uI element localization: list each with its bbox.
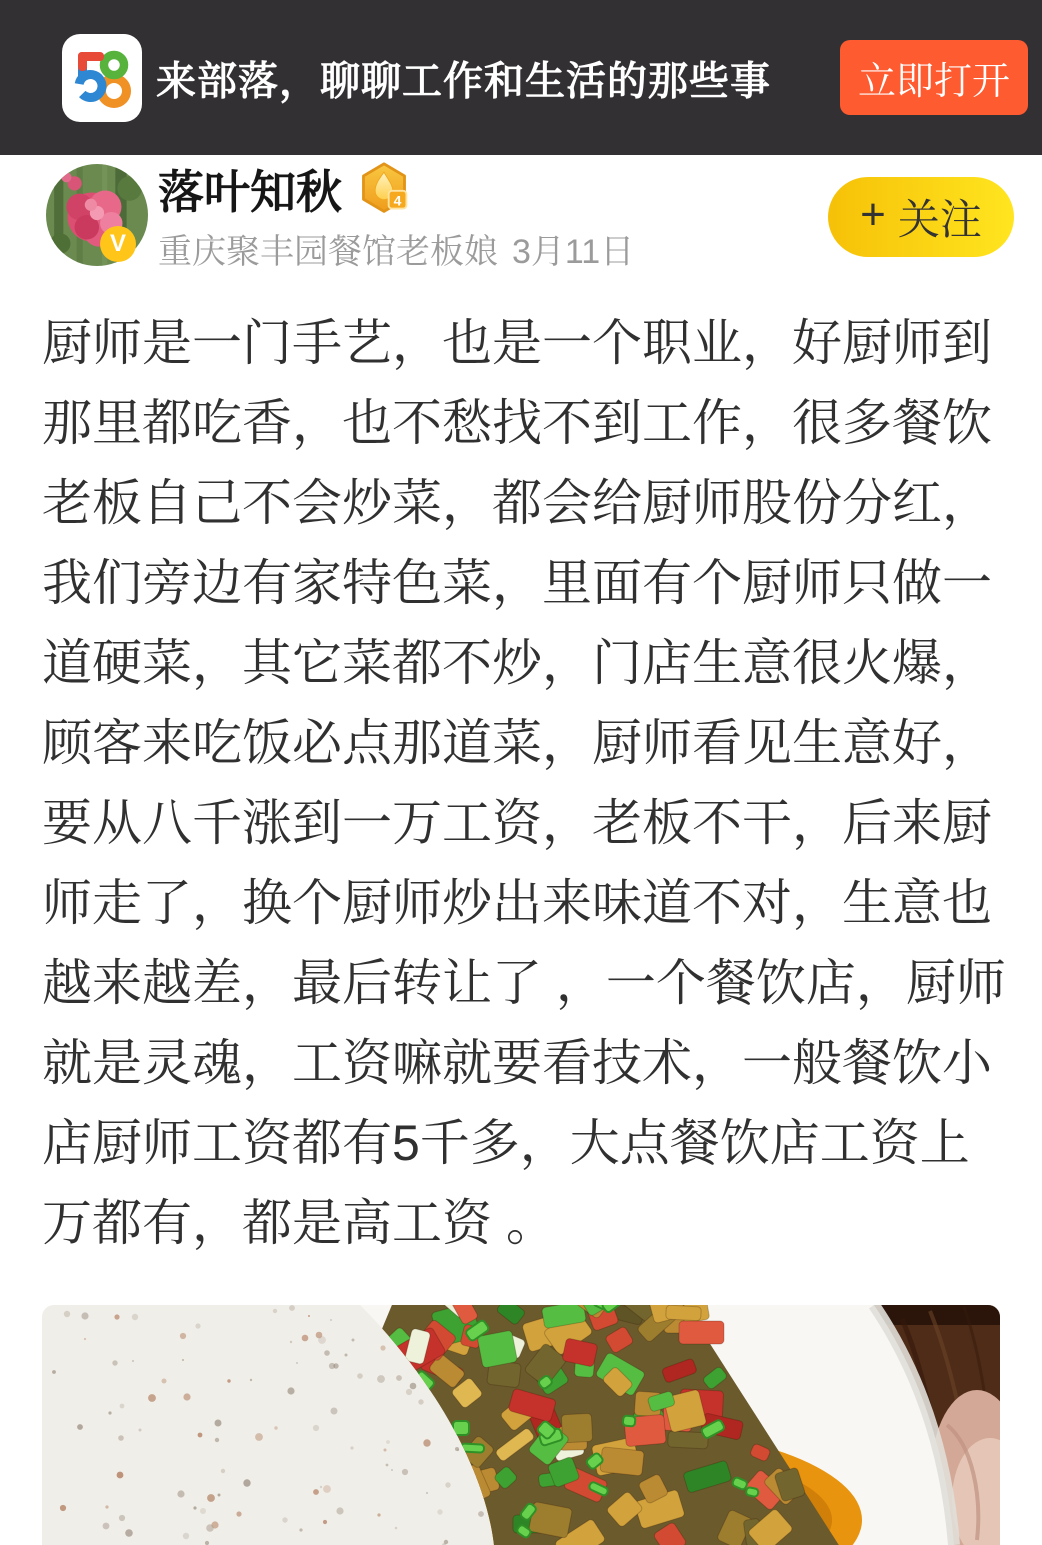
open-app-button[interactable] (840, 40, 1028, 115)
medal-level-number: 4 (393, 192, 402, 209)
food-photo-image (42, 1305, 1000, 1545)
follow-label: 关注 (897, 196, 982, 243)
verified-badge: V (100, 226, 136, 262)
banner-title: 来部落，聊聊工作和生活的那些事 (156, 59, 771, 103)
author-meta: 重庆聚丰园餐馆老板娘 (158, 233, 498, 271)
post-body-text: 厨师是一门手艺，也是一个职业，好厨师到那里都吃香，也不愁找不到工作，很多餐饮老板自己不会炒菜，都会给厨师股份分红，我们旁边有家特色菜，里面有个厨师只做一道硬菜，其它菜都不炒，门店生意很火爆，顾客来吃饭必点那道菜，厨师看见生意好，要从八千涨到一万工资，老板不干，后来厨师走了，换个厨师炒出来味道不对，生意也越来越差，最后转让了 ，一个餐饮店，厨师就是灵魂，工资嘛就要看技术，一般餐饮小店厨师工资都有5千多，大点餐饮店工资上万都有，都是高工资 。 (42, 315, 1006, 1251)
food-photo[interactable] (42, 1305, 1000, 1545)
plus-icon: + (860, 190, 886, 239)
avatar[interactable] (46, 164, 148, 266)
open-app-label: 立即打开 (857, 61, 1010, 103)
post-date: 3月11日 (512, 233, 635, 271)
level-medal-icon (356, 159, 412, 219)
author-name[interactable]: 落叶知秋 (158, 166, 342, 218)
58-logo-icon[interactable] (62, 34, 142, 122)
follow-button[interactable] (828, 177, 1014, 257)
app-download-banner (0, 0, 1042, 155)
